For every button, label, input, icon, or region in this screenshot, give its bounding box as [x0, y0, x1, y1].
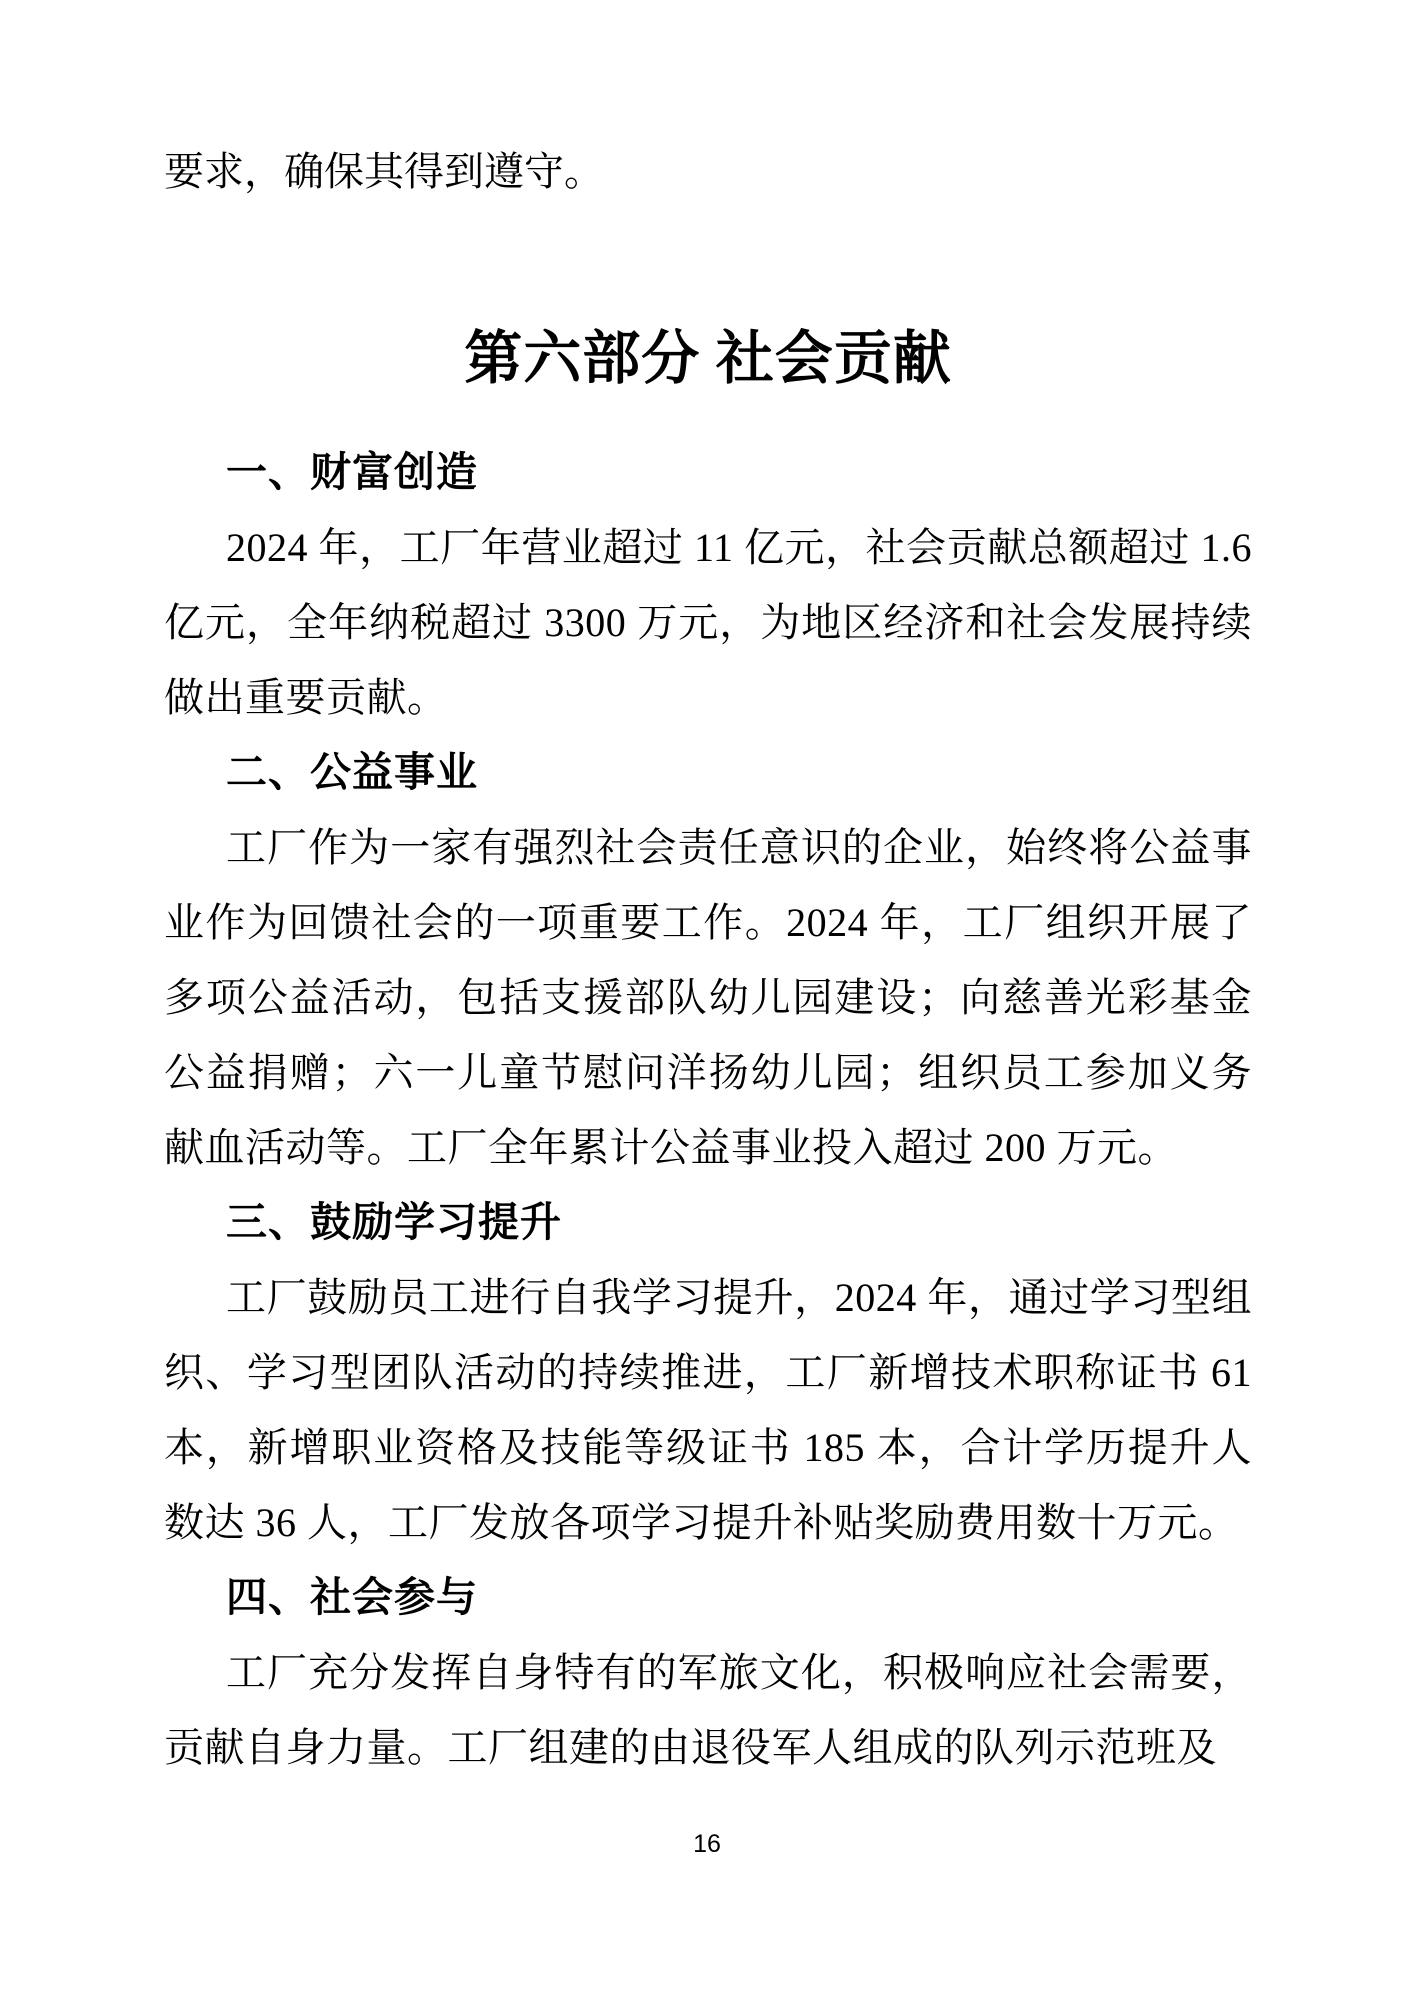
section-paragraph-social-participation: 工厂充分发挥自身特有的军旅文化，积极响应社会需要，贡献自身力量。工厂组建的由退役军人组成的队列示范班及: [164, 1650, 1252, 1770]
continuation-text: 要求，确保其得到遵守。: [164, 149, 604, 194]
section-paragraph-wealth-creation: 2024 年，工厂年营业超过 11 亿元，社会贡献总额超过 1.6 亿元，全年纳税超过 3300 万元，为地区经济和社会发展持续做出重要贡献。: [164, 525, 1252, 720]
page-title: 第六部分 社会贡献: [464, 326, 952, 391]
section-heading-public-welfare: 二、公益事业: [226, 749, 478, 795]
section-heading-social-participation: 四、社会参与: [226, 1574, 478, 1620]
section-heading-wealth-creation: 一、财富创造: [226, 449, 478, 495]
section-heading-learning-promotion: 三、鼓励学习提升: [226, 1199, 562, 1245]
section-paragraph-learning-promotion: 工厂鼓励员工进行自我学习提升，2024 年，通过学习型组织、学习型团队活动的持续推进，工厂新增技术职称证书 61 本，新增职业资格及技能等级证书 185 本，合计学历提升人数达 36 人，工厂发放各项学习提升补贴奖励费用数十万元。: [164, 1275, 1252, 1545]
section-paragraph-public-welfare: 工厂作为一家有强烈社会责任意识的企业，始终将公益事业作为回馈社会的一项重要工作。2024 年，工厂组织开展了多项公益活动，包括支援部队幼儿园建设；向慈善光彩基金公益捐赠；六一儿童节慰问洋扬幼儿园；组织员工参加义务献血活动等。工厂全年累计公益事业投入超过 200 万元。: [164, 825, 1252, 1170]
page-number: 16: [693, 1830, 721, 1858]
